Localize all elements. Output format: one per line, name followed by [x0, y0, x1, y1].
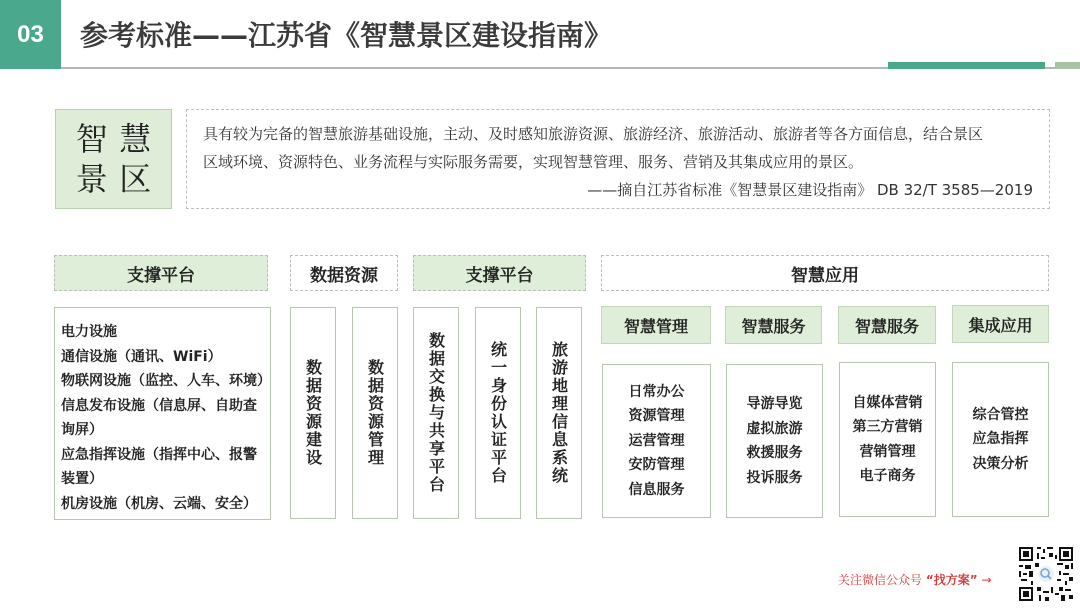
data-column-label: 数据资源管理 — [365, 359, 385, 467]
list-item: 投诉服务 — [746, 469, 803, 486]
platform-column-label: 旅游地理信息系统 — [549, 341, 569, 485]
definition-line: 区域环境、资源特色、业务流程与实际服务需要，实现智慧管理、服务、营销及其集成应用的景区。 — [203, 153, 864, 171]
list-item: 导游导览 — [746, 396, 803, 412]
definition-label-char: 区 — [119, 160, 152, 198]
data-column — [290, 307, 336, 519]
definition-label-char: 慧 — [119, 120, 152, 158]
list-item: 信息发布设施（信息屏、自助查 — [61, 397, 257, 414]
platform-column-label: 数据交换与共享平台 — [426, 332, 446, 494]
list-item: 通信设施（通讯、WiFi） — [61, 348, 222, 365]
list-item: 决策分析 — [972, 455, 1029, 472]
list-item: 物联网设施（监控、人车、环境） — [61, 373, 271, 389]
follow-prompt-text: 关注微信公众号 — [838, 573, 923, 587]
app-list — [602, 364, 711, 518]
page-title: 参考标准——江苏省《智慧景区建设指南》 — [80, 19, 613, 52]
list-item: 询屏） — [61, 422, 103, 438]
header-data-resources: 数据资源 — [290, 255, 398, 291]
data-column — [352, 307, 398, 519]
platform-column — [536, 307, 582, 519]
account-name: “找方案” — [925, 573, 978, 587]
list-item: 营销管理 — [859, 443, 916, 460]
app-list — [952, 362, 1049, 517]
platform-column — [413, 307, 459, 519]
accent-bar-secondary — [1055, 62, 1080, 69]
definition-source: ——摘自江苏省标准《智慧景区建设指南》 DB 32/T 3585—2019 — [587, 181, 1033, 199]
platform-column — [475, 307, 521, 519]
platform-column-label: 统一身份认证平台 — [488, 341, 508, 485]
app-header: 智慧管理 — [601, 306, 711, 344]
list-item: 装置） — [61, 471, 103, 487]
list-item: 运营管理 — [628, 432, 685, 449]
list-item: 电力设施 — [61, 324, 117, 340]
infrastructure-list — [54, 307, 271, 520]
app-header: 集成应用 — [952, 305, 1049, 343]
app-list — [839, 362, 936, 517]
list-item: 安防管理 — [628, 457, 685, 474]
follow-prompt — [838, 571, 992, 588]
qr-code-icon[interactable] — [1017, 545, 1075, 603]
data-column-label: 数据资源建设 — [303, 359, 323, 467]
list-item: 机房设施（机房、云端、安全） — [61, 495, 257, 512]
definition-line: 具有较为完备的智慧旅游基础设施，主动、及时感知旅游资源、旅游经济、旅游活动、旅游者等各方面信息，结合景区 — [203, 125, 984, 143]
header-support-platform-1: 支撑平台 — [54, 255, 268, 291]
list-item: 日常办公 — [628, 383, 685, 400]
arrow-right-icon: → — [981, 573, 992, 587]
list-item: 虚拟旅游 — [746, 420, 803, 437]
list-item: 资源管理 — [628, 408, 685, 425]
list-item: 信息服务 — [628, 481, 685, 498]
accent-bar-primary — [888, 62, 1045, 69]
header-support-platform-2: 支撑平台 — [413, 255, 586, 291]
list-item: 自媒体营销 — [852, 394, 923, 411]
definition-label — [55, 109, 172, 209]
definition-box — [186, 109, 1050, 209]
list-item: 应急指挥设施（指挥中心、报警 — [61, 446, 257, 463]
list-item: 第三方营销 — [852, 419, 923, 435]
definition-label-char: 智 — [75, 120, 108, 158]
header-smart-applications: 智慧应用 — [601, 255, 1049, 291]
list-item: 应急指挥 — [972, 431, 1029, 448]
section-number: 03 — [0, 0, 61, 69]
list-item: 电子商务 — [859, 468, 916, 484]
app-header: 智慧服务 — [838, 306, 936, 344]
list-item: 救援服务 — [746, 445, 803, 461]
app-list — [726, 364, 823, 518]
definition-label-char: 景 — [75, 160, 108, 198]
app-header: 智慧服务 — [725, 306, 822, 344]
list-item: 综合管控 — [972, 406, 1029, 423]
